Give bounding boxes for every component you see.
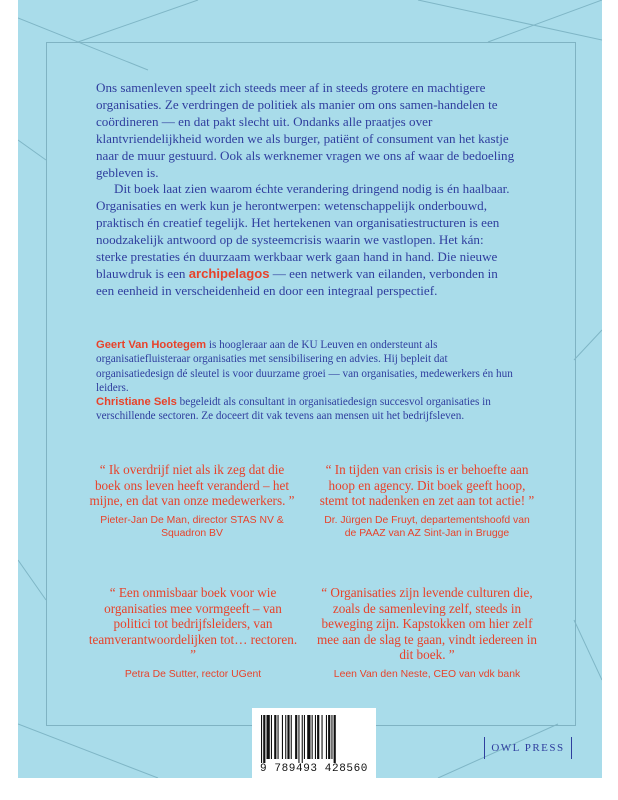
quote-source: Pieter-Jan De Man, director STAS NV & Squadron BV <box>100 514 284 539</box>
isbn-number: 9 789493 428560 <box>259 763 369 775</box>
author-bio-text: is hoogleraar aan de KU Leuven en ondersteunt als organisatiefluisteraar organisaties met sensibilisering en advies. Hij bepleit dat organisatiedesign dé sleutel is voor duurzame groei — van organisaties, medewerkers én hun leiders. <box>96 339 513 394</box>
author-bio-2 <box>96 395 516 424</box>
deco-line <box>574 330 602 360</box>
barcode-bar <box>334 715 336 763</box>
quote-1 <box>86 462 298 540</box>
barcode-bar <box>331 715 332 759</box>
barcode-bars <box>259 715 369 763</box>
quote-text: “ Organisaties zijn levende culturen die, zoals de samenleving zelf, steeds in beweging zijn. Kapstokken om hier zelf mee aan de slag te gaan, vindt iedereen in dit boek. ” <box>316 585 538 663</box>
barcode-bar <box>298 715 299 763</box>
quote-source: Leen Van den Neste, CEO van vdk bank <box>333 668 521 680</box>
barcode-bar <box>317 715 319 759</box>
deco-line <box>18 724 158 778</box>
barcode-bar <box>271 715 272 759</box>
quote-4 <box>316 585 538 681</box>
barcode-bar <box>307 715 310 759</box>
barcode-bar <box>278 715 279 759</box>
quote-3 <box>88 585 298 681</box>
barcode-bar <box>285 715 286 759</box>
author-name: Geert Van Hootegem <box>96 339 207 351</box>
barcode-bar <box>322 715 323 759</box>
blurb-text: Dit boek laat zien waarom échte verandering dringend nodig is én haalbaar. Organisaties en werk kun je herontwerpen: wetenschappelijk onderbouwd, praktisch én creatief tegelijk. Het hertekenen van organisatiestructuren is een noodzakelijk antwoord op de systeemcrisis waarin we vastlopen. Het kán: sterke prestaties én duurzaam werkbaar werk gaan hand in hand. Die nieuwe blauwdruk is een <box>96 181 510 281</box>
barcode-bar <box>274 715 276 759</box>
author-bio-1 <box>96 338 516 395</box>
barcode-bar <box>261 715 262 763</box>
deco-line <box>18 140 46 160</box>
quote-source: Petra De Sutter, rector UGent <box>124 668 262 680</box>
barcode-bar <box>304 715 305 759</box>
barcode-bar <box>291 715 292 759</box>
deco-line <box>488 0 602 42</box>
deco-line <box>18 560 46 600</box>
author-bio-text: begeleidt als consultant in organisatiedesign succesvol organisaties in verschillende sectoren. Ze doceert dit vak tevens aan mensen uit het bedrijfsleven. <box>96 396 491 423</box>
barcode-bar <box>326 715 327 759</box>
author-name: Christiane Sels <box>96 396 177 408</box>
barcode <box>252 708 376 784</box>
barcode-bar <box>295 715 297 759</box>
barcode-bar <box>282 715 283 759</box>
deco-line <box>78 0 198 42</box>
blurb <box>96 80 516 300</box>
quote-text: “ In tijden van crisis is er behoefte aan hoop en agency. Dit boek geeft hoop, stemt tot nadenken en zet aan tot actie! ” <box>319 462 535 509</box>
barcode-bar <box>315 715 316 759</box>
quote-text: “ Ik overdrijf niet als ik zeg dat die boek ons leven heeft veranderd – het mijne, en dat van onze medewerkers. ” <box>89 462 295 509</box>
barcode-bar <box>302 715 303 763</box>
quote-source: Dr. Jürgen De Fruyt, departementshoofd van de PAAZ van AZ Sint-Jan in Brugge <box>324 514 530 539</box>
blurb-paragraph-1: Ons samenleven speelt zich steeds meer af in steeds grotere en machtigere organisaties. Ze verdringen de politiek als manier om ons samen-handelen te coördineren — en dat pakt slecht uit. Ondanks alle praatjes over klantvriendelijkheid worden we als burger, patiënt of consument van het kastje naar de muur gestuurd. Ook als werknemer vragen we ons af waar de bedoeling gebleven is. <box>96 80 515 180</box>
blurb-text: — een netwerk van eilanden, verbonden in een eenheid in verscheidenheid en door een integraal perspectief. <box>96 265 498 298</box>
quote-2 <box>318 462 536 540</box>
highlight-archipelagos: archipelagos <box>188 265 270 281</box>
barcode-bar <box>263 715 265 763</box>
quote-text: “ Een onmisbaar boek voor wie organisaties mee vormgeeft – van politici tot bedrijfsleiders, van teamverantwoordelijken tot… rectoren. ” <box>88 585 298 663</box>
barcode-bar <box>328 715 330 759</box>
deco-line <box>574 620 602 680</box>
publisher-logo: OWL PRESS <box>484 737 572 759</box>
barcode-bar <box>312 715 313 759</box>
blurb-paragraph-2 <box>96 181 516 299</box>
barcode-bar <box>267 715 270 759</box>
barcode-bar <box>287 715 289 759</box>
